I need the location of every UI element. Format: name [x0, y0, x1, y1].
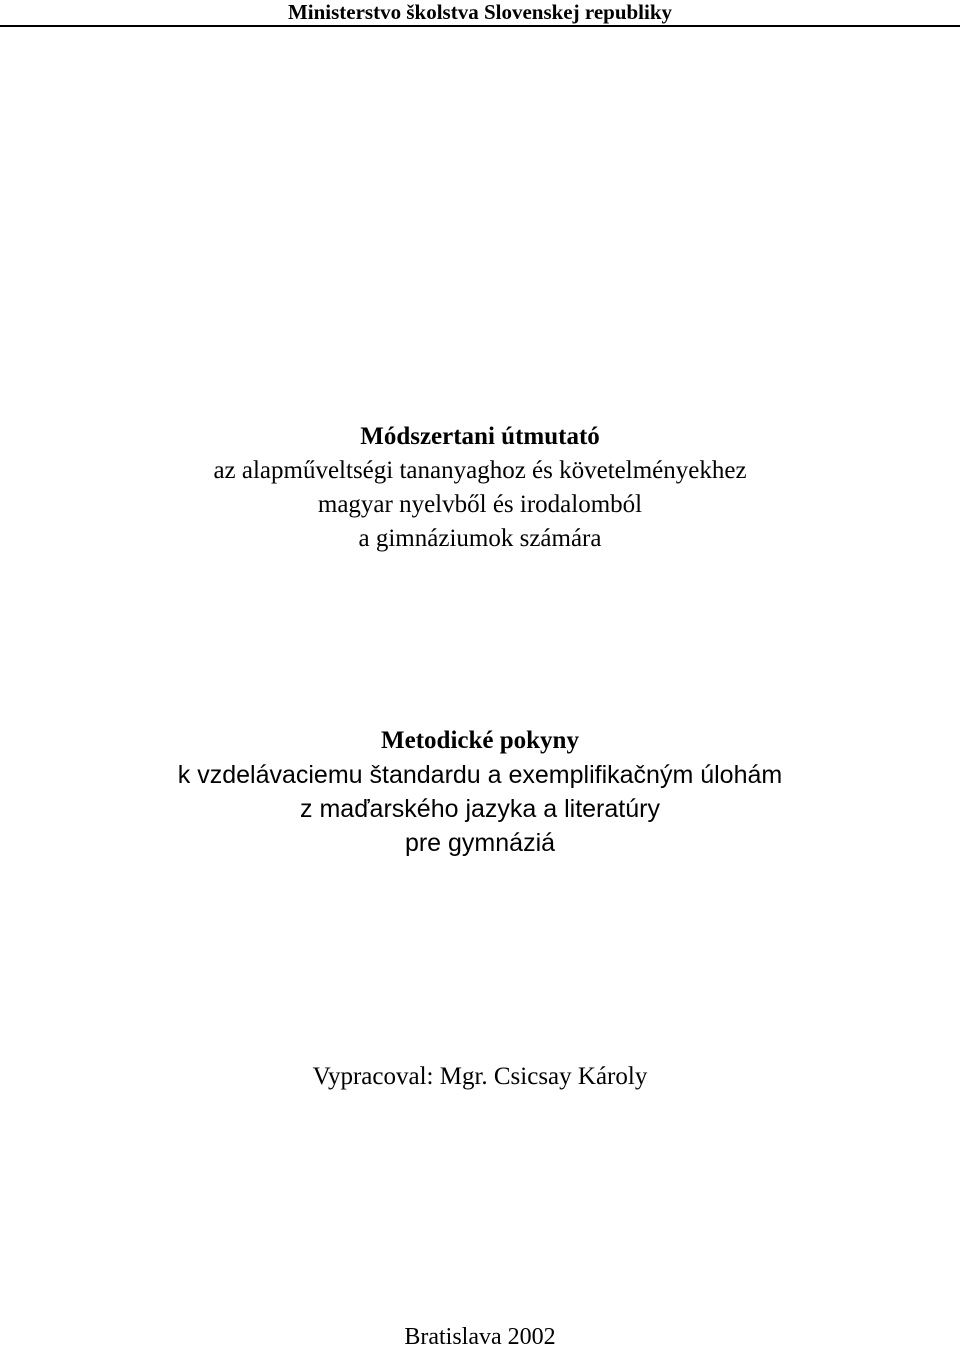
hungarian-title-block — [0, 420, 960, 556]
header-divider — [0, 25, 960, 27]
hungarian-subtitle-line-2: magyar nyelvből és irodalomból — [317, 491, 643, 518]
place-and-year: Bratislava 2002 — [404, 1324, 556, 1350]
slovak-title: Metodické pokyny — [381, 727, 579, 754]
ministry-header: Ministerstvo školstva Slovenskej republiky — [287, 0, 673, 24]
slovak-title-block — [0, 724, 960, 860]
author-line: Vypracoval: Mgr. Csicsay Károly — [312, 1063, 648, 1090]
hungarian-subtitle-line-1: az alapműveltségi tananyaghoz és követelményekhez — [213, 457, 747, 484]
hungarian-title: Módszertani útmutató — [360, 423, 600, 450]
slovak-subtitle-line-2: z maďarského jazyka a literatúry — [300, 795, 660, 823]
hungarian-subtitle-line-3: a gimnáziumok számára — [358, 525, 602, 552]
slovak-subtitle-line-3: pre gymnáziá — [404, 829, 556, 857]
slovak-subtitle-line-1: k vzdelávaciemu štandardu a exemplifikačným úlohám — [177, 761, 783, 789]
